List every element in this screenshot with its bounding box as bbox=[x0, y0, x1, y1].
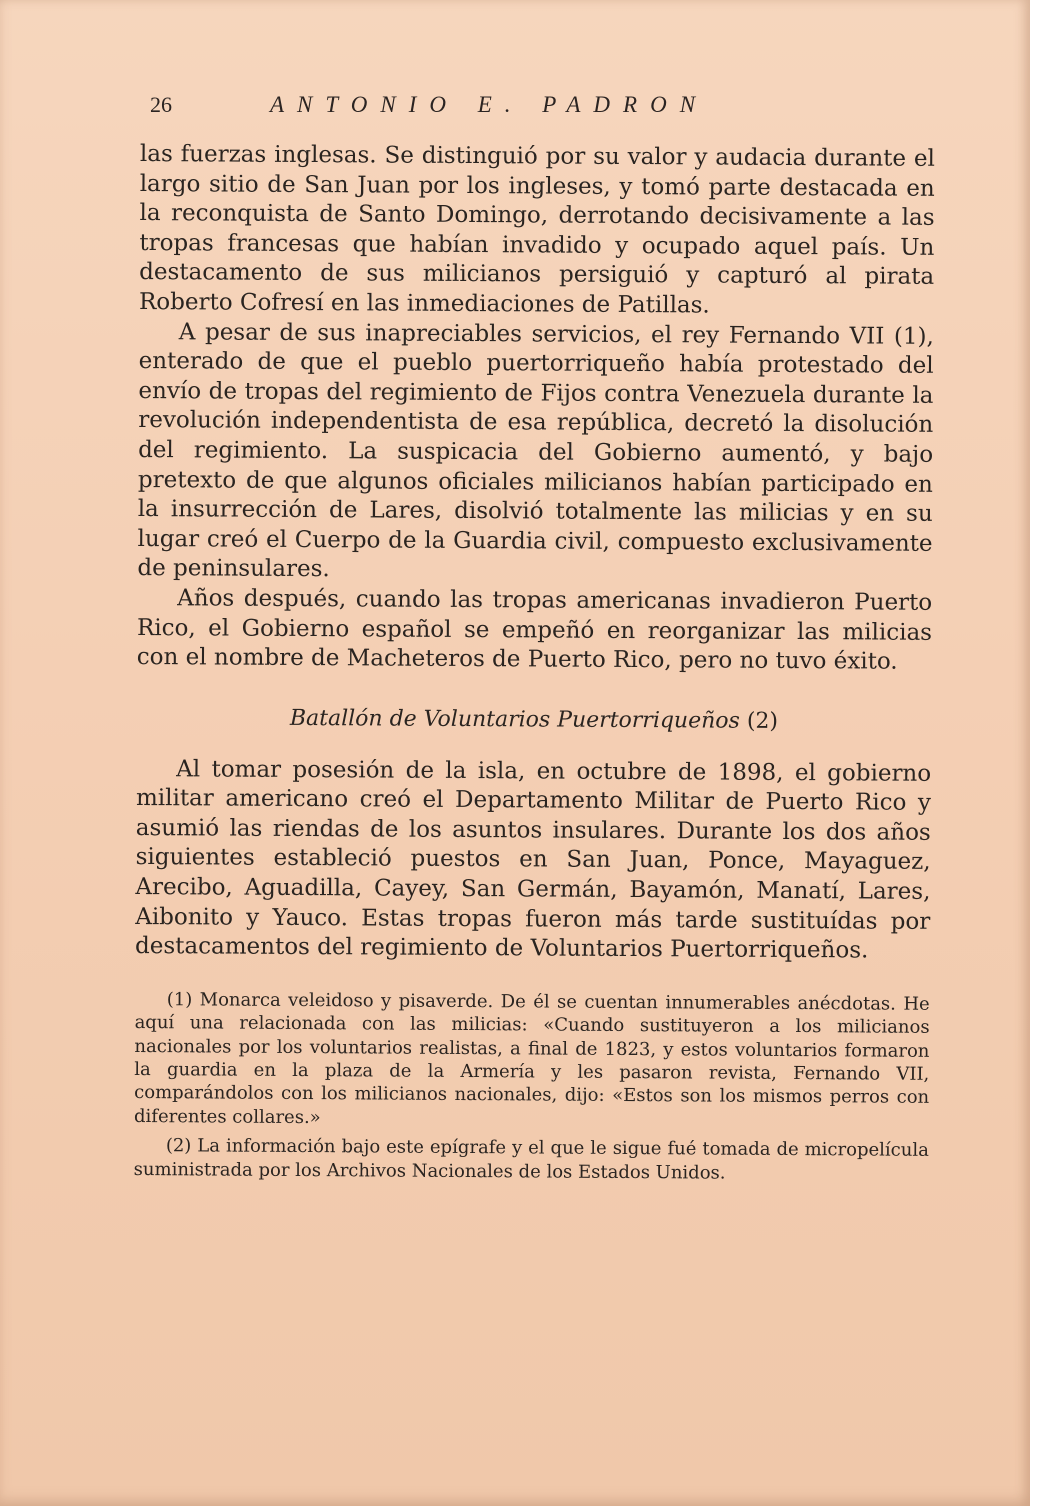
paragraph-2: A pesar de sus inapreciables servicios, el rey Fernando VII (1), enterado de que el pueblo puertorriqueño había protestado del envío de tropas del regimiento de Fijos contra Venezuela durante la revolución independentista de esa república, decretó la disolución del regimiento. La suspicacia del Gobierno aumentó, y bajo pretexto de que algunos oficiales milicianos habían participado en la insurrección de Lares, disolvió totalmente las milicias y en su lugar creó el Cuerpo de la Guardia civil, compuesto exclusivamente de peninsulares. bbox=[137, 318, 934, 583]
section-heading-note-ref: (2) bbox=[746, 708, 779, 734]
paragraph-1: las fuerzas inglesas. Se distinguió por su valor y audacia durante el largo sitio de San Juan por los ingleses, y tomó parte destacada en la reconquista de Santo Domingo, derrotando decisivamente a las tropas francesas que habían invadido y ocupado aquel país. Un destacamento de sus milicianos persiguió y capturó al pirata Roberto Cofresí en las inmediaciones de Patillas. bbox=[138, 140, 935, 319]
page-text bbox=[134, 140, 935, 1186]
running-head bbox=[150, 92, 930, 128]
running-head-author: ANTONIO E. PADRON bbox=[270, 92, 709, 117]
paragraph-3: Años después, cuando las tropas americanas invadieron Puerto Rico, el Gobierno español se empeñó en reorganizar las milicias con el nombre de Macheteros de Puerto Rico, pero no tuvo éxito. bbox=[136, 585, 933, 675]
section-heading-title: Batallón de Voluntarios Puertorriqueños bbox=[289, 705, 740, 734]
page-edge-background bbox=[1030, 0, 1044, 1506]
page-number: 26 bbox=[150, 92, 172, 117]
footnote-2: (2) La información bajo este epígrafe y el que le sigue fué tomada de micropelícula suministrada por los Archivos Nacionales de los Estados Unidos. bbox=[133, 1135, 929, 1184]
paragraph-4: Al tomar posesión de la isla, en octubre de 1898, el gobierno militar americano creó el Departamento Militar de Puerto Rico y asumió las riendas de los asuntos insulares. Durante los dos años siguientes estableció puestos en San Juan, Ponce, Mayaguez, Arecibo, Aguadilla, Cayey, San Germán, Bayamón, Manatí, Lares, Aibonito y Yauco. Estas tropas fueron más tarde sustituídas por destacamentos del regimiento de Voluntarios Puertorriqueños. bbox=[134, 755, 932, 964]
section-heading bbox=[136, 703, 931, 738]
footnotes bbox=[134, 988, 930, 1186]
footnote-1: (1) Monarca veleidoso y pisaverde. De él se cuentan innumerables anécdotas. He aquí una relacionada con las milicias: «Cuando sustituyeron a los milicianos nacionales por los voluntarios realistas, a final de 1823, y estos voluntarios formaron la guardia en la plaza de la Armería y les pasaron revista, Fernando VII, comparándolos con los milicianos nacionales, dijo: «Estos son los mismos perros con diferentes collares.» bbox=[133, 989, 930, 1128]
